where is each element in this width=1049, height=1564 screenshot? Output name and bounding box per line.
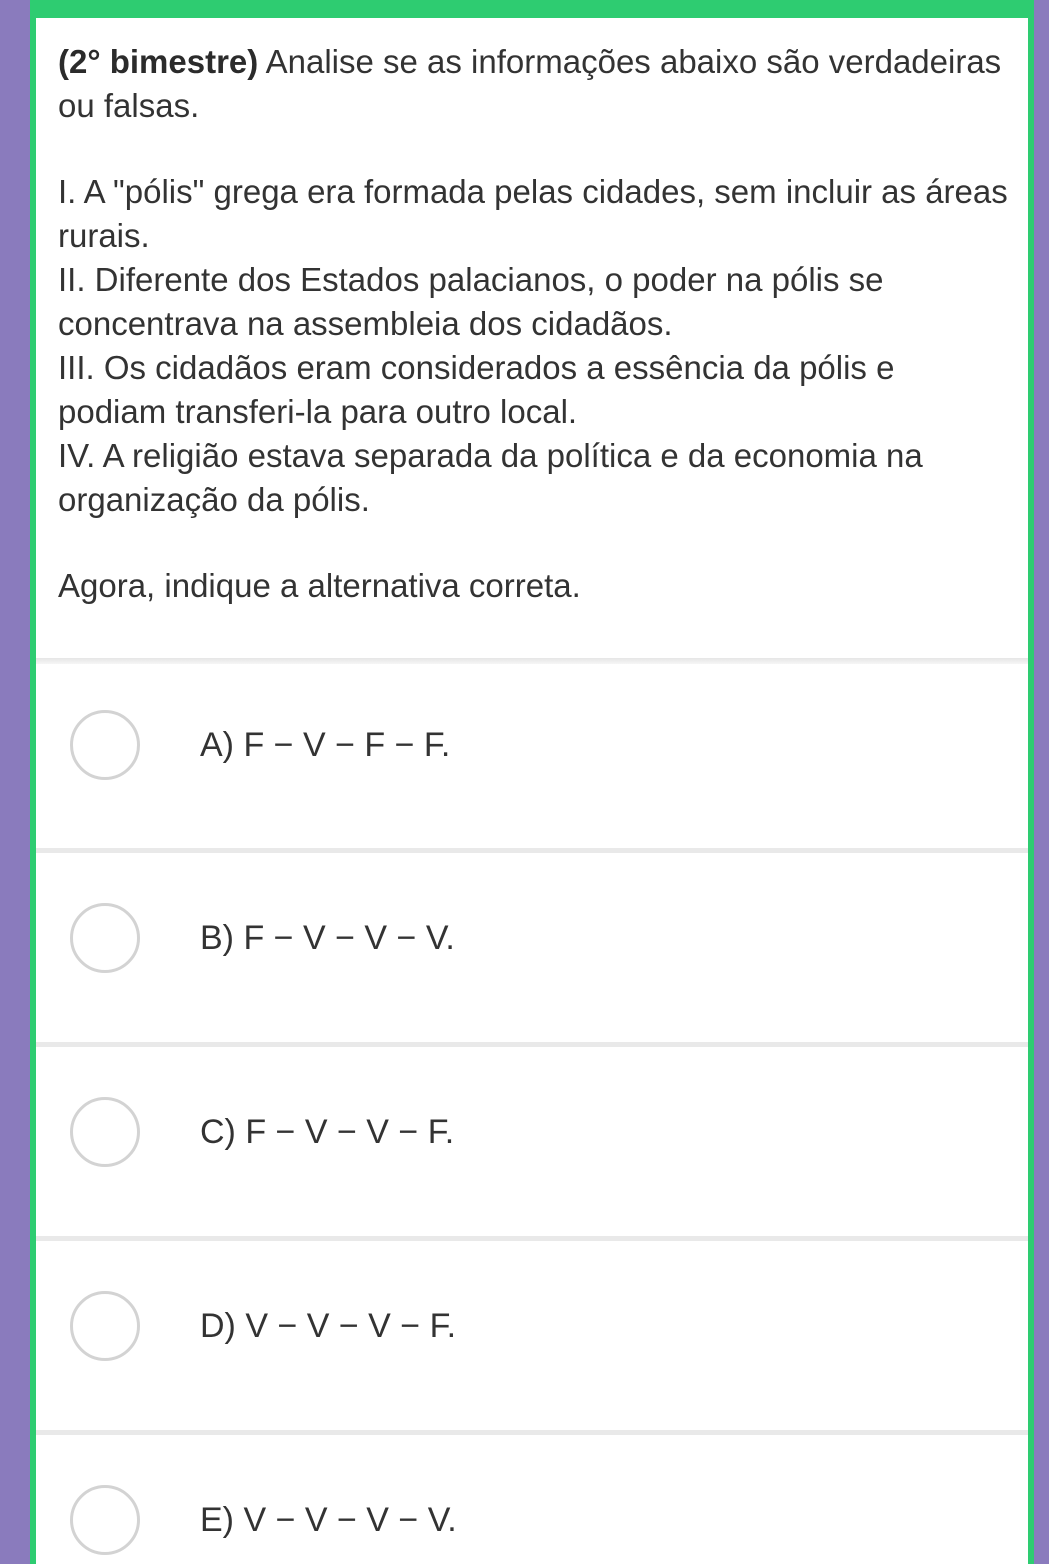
question-heading: [58, 40, 1008, 128]
option-label: A) F − V − F − F.: [200, 726, 451, 764]
radio-button[interactable]: [70, 903, 140, 973]
radio-button[interactable]: [70, 1291, 140, 1361]
option-a[interactable]: [36, 664, 1028, 852]
option-c[interactable]: [36, 1047, 1028, 1235]
radio-button[interactable]: [70, 710, 140, 780]
option-e[interactable]: [36, 1435, 1028, 1564]
option-label: E) V − V − V − V.: [200, 1501, 457, 1539]
option-label: B) F − V − V − V.: [200, 919, 455, 957]
question-card: [36, 18, 1028, 1564]
radio-button[interactable]: [70, 1097, 140, 1167]
option-b[interactable]: [36, 853, 1028, 1041]
option-label: D) V − V − V − F.: [200, 1307, 457, 1345]
question-heading-bold: (2° bimestre): [58, 43, 259, 80]
statement-item: III. Os cidadãos eram considerados a essência da pólis e podiam transferi-la para outro local.: [58, 349, 895, 430]
statement-item: II. Diferente dos Estados palacianos, o poder na pólis se concentrava na assembleia dos cidadãos.: [58, 261, 884, 342]
statement-list: [58, 170, 1008, 522]
option-d[interactable]: [36, 1241, 1028, 1429]
question-block: [58, 40, 1008, 641]
question-instruction: Agora, indique a alternativa correta.: [58, 567, 581, 604]
statement-item: IV. A religião estava separada da política e da economia na organização da pólis.: [58, 437, 923, 518]
statement-item: I. A "pólis" grega era formada pelas cidades, sem incluir as áreas rurais.: [58, 173, 1008, 254]
radio-button[interactable]: [70, 1485, 140, 1555]
option-label: C) F − V − V − F.: [200, 1113, 455, 1151]
question-heading-text: Analise se as informações abaixo são verdadeiras ou falsas.: [58, 43, 1002, 124]
top-bar: [30, 0, 1034, 18]
